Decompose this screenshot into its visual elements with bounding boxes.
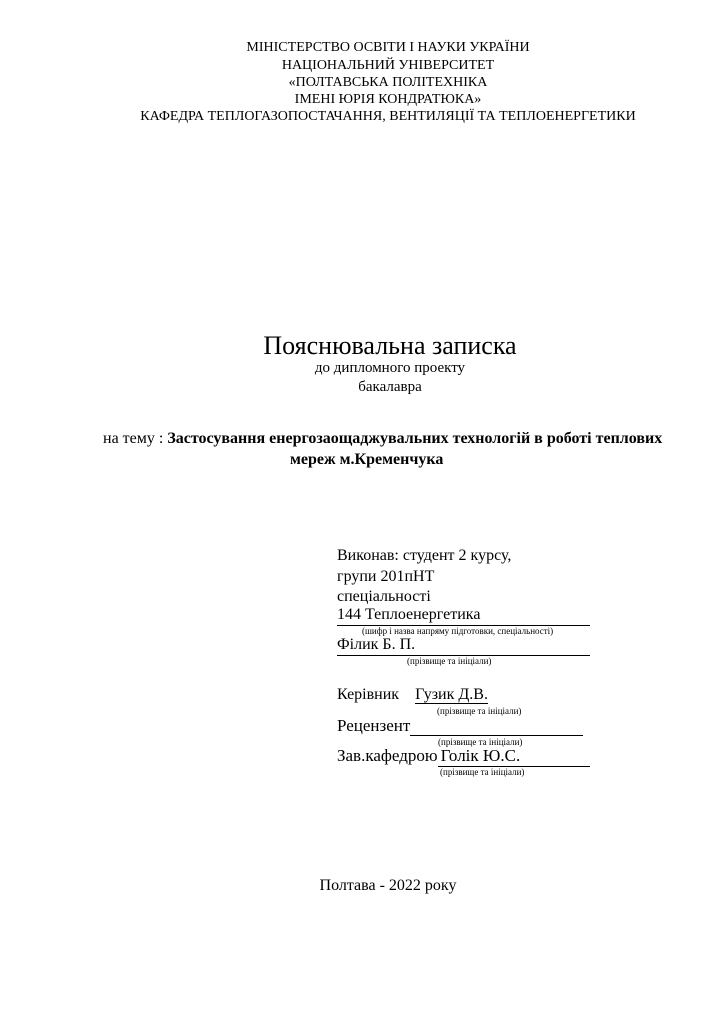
subtitle-degree: бакалавра (358, 379, 422, 395)
reviewer-row (337, 716, 583, 736)
supervisor-row (337, 686, 488, 704)
university-line: НАЦІОНАЛЬНИЙ УНІВЕРСИТЕТ (281, 58, 495, 73)
head-row (337, 746, 590, 767)
topic-line-2 (290, 451, 443, 469)
ministry-line: МІНІСТЕРСТВО ОСВІТИ І НАУКИ УКРАЇНИ (246, 40, 530, 55)
topic-prefix: на тему : (103, 430, 168, 447)
head-caption: (прізвище та ініціали) (440, 767, 525, 777)
author-group: групи 201пНТ (337, 568, 435, 585)
university-name-line-2: ІМЕНІ ЮРІЯ КОНДРАТЮКА» (294, 92, 482, 107)
supervisor-caption: (прізвище та ініціали) (437, 706, 522, 716)
specialty-caption: (шифр і назва напряму підготовки, спеціальності) (362, 626, 554, 636)
subtitle-project: до дипломного проекту (314, 360, 466, 376)
head-name: Голік Ю.С. (438, 746, 590, 767)
author-role: Виконав: студент 2 курсу, (337, 547, 512, 564)
author-name: Філик Б. П. (337, 636, 590, 656)
author-specialty: 144 Теплоенергетика (337, 606, 590, 626)
topic-title-2: мереж м.Кременчука (290, 451, 444, 468)
author-specialty-label: спеціальності (337, 588, 431, 605)
author-name-caption: (прізвище та ініціали) (407, 656, 492, 666)
head-label: Зав.кафедрою (337, 746, 438, 765)
reviewer-caption: (прізвище та ініціали) (438, 737, 523, 747)
reviewer-label: Рецензент (337, 716, 411, 735)
department-line: КАФЕДРА ТЕПЛОГАЗОПОСТАЧАННЯ, ВЕНТИЛЯЦІЇ ТА ТЕПЛОЕНЕРГЕТИКИ (140, 109, 636, 124)
university-name-line: «ПОЛТАВСЬКА ПОЛІТЕХНІКА (288, 75, 488, 90)
topic-line (103, 430, 662, 448)
topic-title-1: Застосування енергозаощаджувальних технологій в роботі теплових (167, 430, 663, 447)
supervisor-name: Гузик Д.В. (415, 686, 488, 703)
city-year: Полтава - 2022 року (319, 877, 457, 894)
page-title: Пояснювальна записка (263, 331, 517, 360)
supervisor-label: Керівник (337, 686, 400, 703)
